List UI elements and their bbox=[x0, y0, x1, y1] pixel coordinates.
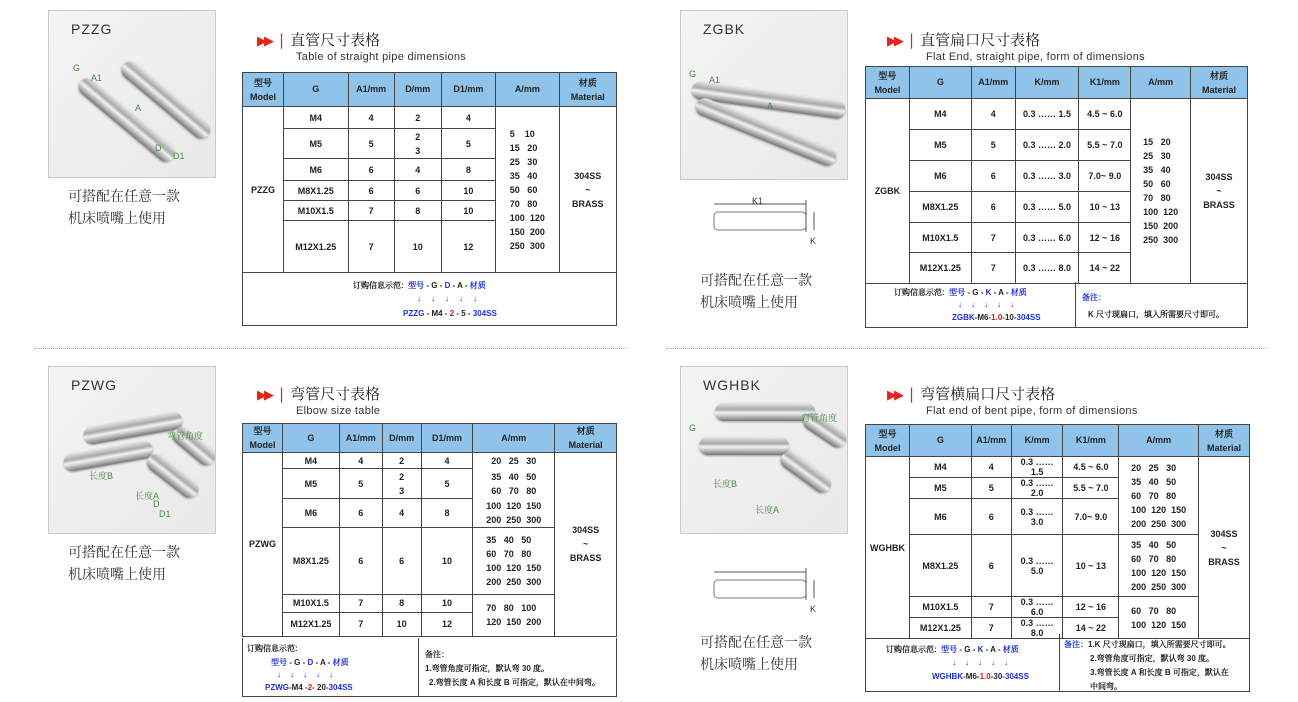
wghbk-order-example bbox=[865, 634, 1250, 692]
a-values-cell: 5 10 15 20 25 30 35 40 50 60 70 80 100 120 150 200 250 300 bbox=[496, 107, 560, 273]
header-k1: K1/mm bbox=[1063, 425, 1119, 457]
order-arrows: ↓↓↓↓↓ bbox=[417, 294, 487, 303]
note-line: 2.弯管角度可指定，默认弯 30 度。 bbox=[1090, 654, 1215, 663]
d1-cell: 8 bbox=[441, 159, 495, 181]
d-cell: 2 3 bbox=[394, 129, 441, 159]
divider-bar-icon: | bbox=[279, 31, 285, 49]
pzzg-table bbox=[242, 72, 617, 273]
g-cell: M6 bbox=[282, 499, 339, 528]
k1-cell: 14 ~ 22 bbox=[1079, 253, 1131, 284]
title-text: 弯管横扁口尺寸表格 bbox=[920, 385, 1056, 403]
d1-cell: 4 bbox=[421, 453, 473, 469]
a-values-cell: 20 25 30 35 40 50 60 70 80 100 120 150 200 250 300 bbox=[1119, 457, 1199, 535]
order-example-box bbox=[243, 638, 419, 696]
d-cell: 2 bbox=[394, 107, 441, 129]
a1-cell: 7 bbox=[339, 612, 382, 636]
order-arrows: ↓↓↓↓↓ bbox=[952, 658, 1017, 667]
order-line-1: 订购信息示范: 型号 - G - K - A - 材质 bbox=[894, 288, 1027, 297]
d-cell: 8 bbox=[394, 201, 441, 221]
a1-cell: 7 bbox=[971, 253, 1015, 284]
bent-flat-pipe-image-4 bbox=[777, 448, 835, 497]
header-a1: A1/mm bbox=[348, 73, 394, 107]
header-model: 型号 Model bbox=[866, 67, 910, 99]
dim-label-k1: K1 bbox=[752, 196, 764, 206]
header-material: 材质 Material bbox=[1199, 425, 1250, 457]
elbow-pipe-image-3 bbox=[62, 439, 154, 472]
a1-cell: 7 bbox=[339, 594, 382, 612]
product-code-label: PZWG bbox=[71, 377, 117, 393]
wghbk-title bbox=[887, 383, 1055, 404]
order-line-3: PZWG-M4 -2- 20-304SS bbox=[265, 683, 353, 692]
k1-cell: 12 ~ 16 bbox=[1063, 597, 1119, 618]
k1-cell: 5.5 ~ 7.0 bbox=[1063, 478, 1119, 499]
caption-line-1: 可搭配在任意一款 bbox=[700, 273, 812, 289]
pzwg-title bbox=[257, 383, 380, 404]
k-cell: 0.3 …… 5.0 bbox=[1011, 535, 1063, 597]
caption-line-1: 可搭配在任意一款 bbox=[700, 635, 812, 651]
k-cell: 0.3 …… 1.5 bbox=[1011, 457, 1063, 478]
header-model: 型号 Model bbox=[866, 425, 910, 457]
material-cell: 304SS ~ BRASS bbox=[559, 107, 616, 273]
g-cell: M4 bbox=[283, 107, 348, 129]
notes-box bbox=[1064, 638, 1248, 694]
k1-cell: 4.5 ~ 6.0 bbox=[1063, 457, 1119, 478]
k1-cell: 7.0~ 9.0 bbox=[1063, 499, 1119, 535]
d1-cell: 12 bbox=[441, 221, 495, 273]
dim-label-g: G bbox=[689, 69, 697, 79]
pzzg-subtitle: Table of straight pipe dimensions bbox=[296, 51, 467, 63]
order-line-3: PZZG - M4 - 2 - 5 - 304SS bbox=[403, 309, 497, 318]
header-a1: A1/mm bbox=[971, 67, 1015, 99]
pzzg-order-example bbox=[242, 272, 617, 326]
material-cell: 304SS ~ BRASS bbox=[1199, 457, 1250, 639]
g-cell: M12X1.25 bbox=[909, 253, 971, 284]
a1-cell: 7 bbox=[971, 223, 1015, 253]
a-values-cell: 15 20 25 30 35 40 50 60 70 80 100 120 150 200 250 300 bbox=[1131, 99, 1191, 284]
caption-line-2: 机床喷嘴上使用 bbox=[68, 211, 166, 227]
header-d: D/mm bbox=[382, 424, 421, 453]
wghbk-tech-drawing bbox=[708, 560, 828, 620]
zgbk-tech-drawing bbox=[708, 192, 828, 252]
k-cell: 0.3 …… 6.0 bbox=[1011, 597, 1063, 618]
divider-bar-icon: | bbox=[909, 31, 915, 49]
header-material: 材质 Material bbox=[559, 73, 616, 107]
g-cell: M10X1.5 bbox=[909, 597, 971, 618]
divider-bar-icon: | bbox=[909, 385, 915, 403]
header-g: G bbox=[909, 425, 971, 457]
dim-label-k: K bbox=[810, 604, 817, 614]
a1-cell: 6 bbox=[348, 181, 394, 201]
pzwg-product-photo bbox=[48, 366, 216, 534]
dim-label-g: G bbox=[73, 63, 81, 73]
a1-cell: 4 bbox=[971, 99, 1015, 130]
d-cell: 10 bbox=[394, 221, 441, 273]
g-cell: M12X1.25 bbox=[909, 618, 971, 639]
a1-cell: 6 bbox=[971, 192, 1015, 223]
k1-cell: 10 ~ 13 bbox=[1063, 535, 1119, 597]
dim-label-length-a: 长度A bbox=[135, 491, 160, 501]
g-cell: M10X1.5 bbox=[909, 223, 971, 253]
table-row bbox=[243, 453, 617, 469]
d-cell: 6 bbox=[394, 181, 441, 201]
model-cell: PZWG bbox=[243, 453, 283, 637]
header-material: 材质 Material bbox=[1191, 67, 1248, 99]
k1-cell: 10 ~ 13 bbox=[1079, 192, 1131, 223]
header-g: G bbox=[909, 67, 971, 99]
a-values-cell: 70 80 100 120 150 200 bbox=[473, 594, 555, 636]
header-model: 型号 Model bbox=[243, 424, 283, 453]
order-example-box bbox=[866, 634, 1060, 691]
k-cell: 0.3 …… 8.0 bbox=[1011, 618, 1063, 639]
header-d: D/mm bbox=[394, 73, 441, 107]
order-line-1: 订购信息示范: 型号 - G - D - A - 材质 bbox=[353, 281, 486, 290]
note-label: 备注： bbox=[425, 650, 449, 659]
d1-cell: 8 bbox=[421, 499, 473, 528]
g-cell: M8X1.25 bbox=[909, 535, 971, 597]
d-cell: 4 bbox=[394, 159, 441, 181]
header-k1: K1/mm bbox=[1079, 67, 1131, 99]
a1-cell: 4 bbox=[348, 107, 394, 129]
zgbk-table bbox=[865, 66, 1248, 284]
k-cell: 0.3 …… 3.0 bbox=[1011, 499, 1063, 535]
g-cell: M10X1.5 bbox=[282, 594, 339, 612]
material-cell: 304SS ~ BRASS bbox=[555, 453, 617, 637]
dim-label-g: G bbox=[689, 423, 697, 433]
dim-label-d: D bbox=[155, 143, 162, 153]
a-values-cell: 60 70 80 100 120 150 bbox=[1119, 597, 1199, 639]
pzzg-caption bbox=[68, 186, 180, 230]
a1-cell: 5 bbox=[971, 478, 1011, 499]
wghbk-table bbox=[865, 424, 1250, 639]
wghbk-caption bbox=[700, 632, 812, 676]
product-code-label: ZGBK bbox=[703, 21, 746, 37]
wghbk-subtitle: Flat end of bent pipe, form of dimensions bbox=[926, 405, 1138, 417]
a1-cell: 7 bbox=[348, 221, 394, 273]
k-cell: 0.3 …… 5.0 bbox=[1015, 192, 1079, 223]
a-values-cell: 20 25 30 bbox=[473, 453, 555, 469]
table-row bbox=[243, 107, 617, 129]
zgbk-caption bbox=[700, 270, 812, 314]
table-row bbox=[866, 99, 1248, 130]
header-a: A/mm bbox=[473, 424, 555, 453]
order-arrows: ↓↓↓↓↓ bbox=[277, 670, 342, 679]
notes-box bbox=[1082, 292, 1224, 320]
a1-cell: 4 bbox=[339, 453, 382, 469]
g-cell: M6 bbox=[909, 499, 971, 535]
caption-line-2: 机床喷嘴上使用 bbox=[700, 295, 798, 311]
d1-cell: 10 bbox=[421, 594, 473, 612]
g-cell: M12X1.25 bbox=[283, 221, 348, 273]
d1-cell: 5 bbox=[421, 469, 473, 499]
note-line: K 尺寸现扁口，填入所需要尺寸即可。 bbox=[1088, 310, 1224, 319]
caption-line-1: 可搭配在任意一款 bbox=[68, 189, 180, 205]
zgbk-product-photo bbox=[680, 10, 848, 180]
header-a1: A1/mm bbox=[971, 425, 1011, 457]
a1-cell: 6 bbox=[971, 499, 1011, 535]
d-cell: 4 bbox=[382, 499, 421, 528]
play-arrows-icon: ▶▶ bbox=[887, 388, 901, 403]
notes-box bbox=[425, 648, 600, 690]
a1-cell: 7 bbox=[348, 201, 394, 221]
d-cell: 2 3 bbox=[382, 469, 421, 499]
note-line: 2.弯管长度 A 和长度 B 可指定，默认在中间弯。 bbox=[429, 678, 600, 687]
k-cell: 0.3 …… 2.0 bbox=[1015, 130, 1079, 161]
pzzg-title bbox=[257, 29, 380, 50]
d1-cell: 10 bbox=[421, 527, 473, 594]
g-cell: M5 bbox=[283, 129, 348, 159]
pzwg-caption bbox=[68, 542, 180, 586]
order-line-3: WGHBK-M6-1.0-30-304SS bbox=[932, 672, 1029, 681]
g-cell: M6 bbox=[909, 161, 971, 192]
order-line-1: 型号 - G - D - A - 材质 bbox=[271, 658, 349, 667]
product-code-label: WGHBK bbox=[703, 377, 761, 393]
d-cell: 6 bbox=[382, 527, 421, 594]
caption-line-2: 机床喷嘴上使用 bbox=[700, 657, 798, 673]
a1-cell: 7 bbox=[971, 597, 1011, 618]
order-label: 订购信息示范: bbox=[247, 644, 298, 653]
d-cell: 8 bbox=[382, 594, 421, 612]
header-a: A/mm bbox=[1119, 425, 1199, 457]
k1-cell: 7.0~ 9.0 bbox=[1079, 161, 1131, 192]
k1-cell: 5.5 ~ 7.0 bbox=[1079, 130, 1131, 161]
bent-flat-pipe-image-3 bbox=[699, 437, 789, 455]
dim-label-bend-angle: 弯管角度 bbox=[167, 431, 204, 441]
order-line-3: ZGBK-M6-1.0-10-304SS bbox=[952, 313, 1041, 322]
a1-cell: 5 bbox=[971, 130, 1015, 161]
model-cell: WGHBK bbox=[866, 457, 910, 639]
header-d1: D1/mm bbox=[421, 424, 473, 453]
header-d1: D1/mm bbox=[441, 73, 495, 107]
model-cell: ZGBK bbox=[866, 99, 910, 284]
d1-cell: 12 bbox=[421, 612, 473, 636]
header-k: K/mm bbox=[1011, 425, 1063, 457]
d1-cell: 10 bbox=[441, 201, 495, 221]
header-g: G bbox=[283, 73, 348, 107]
d1-cell: 5 bbox=[441, 129, 495, 159]
divider-bar-icon: | bbox=[279, 385, 285, 403]
dim-label-a1: A1 bbox=[709, 75, 721, 85]
zgbk-order-example bbox=[865, 282, 1248, 328]
header-model: 型号 Model bbox=[243, 73, 284, 107]
zgbk-subtitle: Flat End, straight pipe, form of dimensions bbox=[926, 51, 1145, 63]
dim-label-a: A bbox=[767, 101, 774, 111]
caption-line-2: 机床喷嘴上使用 bbox=[68, 567, 166, 583]
dim-label-length-a: 长度A bbox=[755, 505, 780, 515]
header-a: A/mm bbox=[1131, 67, 1191, 99]
dim-label-d1: D1 bbox=[159, 509, 171, 519]
g-cell: M5 bbox=[282, 469, 339, 499]
table-row bbox=[866, 457, 1250, 478]
g-cell: M10X1.5 bbox=[283, 201, 348, 221]
model-cell: PZZG bbox=[243, 107, 284, 273]
divider-left bbox=[34, 348, 626, 349]
material-cell: 304SS ~ BRASS bbox=[1191, 99, 1248, 284]
a1-cell: 6 bbox=[339, 527, 382, 594]
k-cell: 0.3 …… 3.0 bbox=[1015, 161, 1079, 192]
a1-cell: 5 bbox=[339, 469, 382, 499]
g-cell: M12X1.25 bbox=[282, 612, 339, 636]
pzwg-subtitle: Elbow size table bbox=[296, 405, 381, 417]
header-g: G bbox=[282, 424, 339, 453]
a1-cell: 5 bbox=[348, 129, 394, 159]
g-cell: M5 bbox=[909, 478, 971, 499]
dim-label-a: A bbox=[135, 103, 142, 113]
dim-label-a1: A1 bbox=[91, 73, 103, 83]
a-values-cell: 35 40 50 60 70 80 100 120 150 200 250 300 bbox=[473, 527, 555, 594]
k-cell: 0.3 …… 1.5 bbox=[1015, 99, 1079, 130]
note-line: 1.弯管角度可指定，默认弯 30 度。 bbox=[425, 664, 550, 673]
k-cell: 0.3 …… 8.0 bbox=[1015, 253, 1079, 284]
a1-cell: 6 bbox=[339, 499, 382, 528]
g-cell: M4 bbox=[909, 99, 971, 130]
header-a1: A1/mm bbox=[339, 424, 382, 453]
k1-cell: 14 ~ 22 bbox=[1063, 618, 1119, 639]
k1-cell: 4.5 ~ 6.0 bbox=[1079, 99, 1131, 130]
dim-label-bend-angle: 弯管角度 bbox=[801, 413, 838, 423]
title-text: 直管尺寸表格 bbox=[290, 31, 381, 49]
header-k: K/mm bbox=[1015, 67, 1079, 99]
k1-cell: 12 ~ 16 bbox=[1079, 223, 1131, 253]
k-cell: 0.3 …… 2.0 bbox=[1011, 478, 1063, 499]
title-text: 直管扁口尺寸表格 bbox=[920, 31, 1041, 49]
a1-cell: 6 bbox=[971, 161, 1015, 192]
a-values-cell: 35 40 50 60 70 80 100 120 150 200 250 300 bbox=[1119, 535, 1199, 597]
dim-label-length-b: 长度B bbox=[713, 479, 738, 489]
a-values-cell: 35 40 50 60 70 80 bbox=[473, 469, 555, 499]
g-cell: M5 bbox=[909, 130, 971, 161]
note-label: 备注： bbox=[1082, 293, 1106, 302]
play-arrows-icon: ▶▶ bbox=[257, 388, 271, 403]
d-cell: 10 bbox=[382, 612, 421, 636]
wghbk-product-photo bbox=[680, 366, 848, 534]
play-arrows-icon: ▶▶ bbox=[257, 34, 271, 49]
product-code-label: PZZG bbox=[71, 21, 113, 37]
table-row bbox=[866, 597, 1250, 618]
note-line: 1.K 尺寸现扁口，填入所需要尺寸即可。 bbox=[1088, 640, 1231, 649]
zgbk-title bbox=[887, 29, 1040, 50]
divider-right bbox=[666, 348, 1266, 349]
dim-label-d: D bbox=[153, 499, 160, 509]
header-a: A/mm bbox=[496, 73, 560, 107]
dim-label-k: K bbox=[810, 236, 817, 246]
caption-line-1: 可搭配在任意一款 bbox=[68, 545, 180, 561]
g-cell: M4 bbox=[909, 457, 971, 478]
title-text: 弯管尺寸表格 bbox=[290, 385, 381, 403]
pzzg-product-photo bbox=[48, 10, 216, 178]
a1-cell: 6 bbox=[348, 159, 394, 181]
k-cell: 0.3 …… 6.0 bbox=[1015, 223, 1079, 253]
bent-flat-pipe-image bbox=[715, 403, 815, 421]
header-material: 材质 Material bbox=[555, 424, 617, 453]
g-cell: M8X1.25 bbox=[909, 192, 971, 223]
pzwg-order-example bbox=[242, 638, 617, 697]
g-cell: M4 bbox=[282, 453, 339, 469]
d1-cell: 10 bbox=[441, 181, 495, 201]
a-values-cell: 100 120 150 200 250 300 bbox=[473, 499, 555, 528]
g-cell: M8X1.25 bbox=[283, 181, 348, 201]
order-example-box bbox=[866, 282, 1076, 327]
g-cell: M6 bbox=[283, 159, 348, 181]
dim-label-d1: D1 bbox=[173, 151, 185, 161]
d-cell: 2 bbox=[382, 453, 421, 469]
note-line: 3.弯管长度 A 和长度 B 可指定，默认在 中间弯。 bbox=[1090, 668, 1229, 691]
a1-cell: 7 bbox=[971, 618, 1011, 639]
order-line-1: 订购信息示范: 型号 - G - K - A - 材质 bbox=[886, 645, 1019, 654]
note-label: 备注： bbox=[1064, 640, 1088, 649]
a1-cell: 4 bbox=[971, 457, 1011, 478]
table-row bbox=[866, 535, 1250, 597]
dim-label-length-b: 长度B bbox=[89, 471, 114, 481]
order-arrows: ↓↓↓↓↓ bbox=[958, 300, 1023, 309]
pzwg-table bbox=[242, 423, 617, 637]
a1-cell: 6 bbox=[971, 535, 1011, 597]
play-arrows-icon: ▶▶ bbox=[887, 34, 901, 49]
g-cell: M8X1.25 bbox=[282, 527, 339, 594]
d1-cell: 4 bbox=[441, 107, 495, 129]
